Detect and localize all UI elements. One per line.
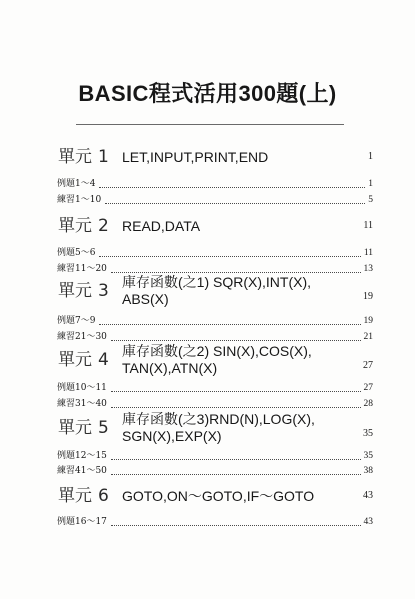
unit-word: 單元 [58, 216, 92, 236]
entry-page-number: 35 [363, 451, 373, 461]
unit-label [58, 147, 122, 167]
unit-topic-line: 庫存函數(之2) SIN(X),COS(X), [122, 343, 312, 359]
unit-label [58, 486, 122, 506]
entry-label: 例題1～4 [57, 179, 96, 189]
toc-unit [58, 411, 373, 445]
entry-label: 練習31～40 [57, 399, 107, 409]
entry-page-number: 19 [363, 316, 373, 326]
entry-page-number: 38 [363, 466, 373, 476]
unit-topic-line: TAN(X),ATN(X) [122, 360, 218, 376]
unit-page-number: 11 [363, 220, 373, 231]
toc-entry [57, 516, 373, 528]
dot-leader [99, 256, 360, 257]
entry-label: 例題10～11 [57, 383, 107, 393]
unit-topic-line: READ,DATA [122, 217, 201, 234]
unit-topic-line: GOTO,ON～GOTO,IF～GOTO [122, 487, 315, 504]
book-title: BASIC程式活用300題(上) [78, 81, 337, 106]
unit-word: 單元 [58, 418, 92, 438]
entry-page-number: 5 [368, 195, 373, 205]
toc-entry [57, 331, 373, 343]
unit-word: 單元 [58, 147, 92, 167]
unit-number: 3 [98, 281, 109, 301]
unit-label [58, 281, 122, 301]
unit-number: 5 [98, 418, 109, 438]
unit-label [58, 350, 122, 370]
entry-page-number: 11 [363, 248, 373, 258]
entry-page-number: 1 [368, 179, 373, 189]
toc-entry [57, 315, 373, 327]
unit-page-number: 27 [363, 360, 373, 371]
toc-unit [58, 274, 373, 308]
unit-label [58, 216, 122, 236]
unit-topic [122, 149, 351, 166]
dot-leader [105, 203, 365, 204]
dot-leader [111, 407, 361, 408]
dot-leader [99, 324, 360, 325]
entry-page-number: 21 [363, 332, 373, 342]
dot-leader [111, 459, 361, 460]
unit-topic-line: ABS(X) [122, 291, 169, 307]
unit-topic [122, 411, 351, 445]
unit-topic [122, 274, 351, 308]
unit-number: 4 [98, 350, 109, 370]
dot-leader [111, 340, 361, 341]
entry-page-number: 43 [363, 517, 373, 527]
title-rule [76, 124, 344, 125]
unit-label [58, 418, 122, 438]
toc-entry [57, 382, 373, 394]
unit-page-number: 35 [363, 428, 373, 439]
toc-entry [57, 450, 373, 462]
unit-topic-line: LET,INPUT,PRINT,END [122, 148, 269, 165]
entry-label: 練習41～50 [57, 466, 107, 476]
entry-label: 例題7～9 [57, 316, 96, 326]
unit-topic-line: SGN(X),EXP(X) [122, 428, 222, 444]
toc-unit [58, 147, 373, 167]
dot-leader [111, 525, 361, 526]
unit-word: 單元 [58, 486, 92, 506]
toc-unit [58, 343, 373, 377]
toc-unit [58, 216, 373, 236]
dot-leader [111, 391, 361, 392]
entry-label: 練習11～20 [57, 264, 107, 274]
entry-label: 例題5～6 [57, 248, 96, 258]
unit-topic-line: 庫存函數(之1) SQR(X),INT(X), [122, 274, 311, 290]
entry-label: 例題12～15 [57, 451, 107, 461]
unit-word: 單元 [58, 281, 92, 301]
unit-word: 單元 [58, 350, 92, 370]
unit-page-number: 1 [368, 151, 373, 162]
unit-number: 2 [98, 216, 109, 236]
unit-topic [122, 218, 351, 235]
toc-unit [58, 486, 373, 506]
entry-label: 練習1～10 [57, 195, 102, 205]
entry-page-number: 28 [363, 399, 373, 409]
entry-page-number: 13 [363, 264, 373, 274]
dot-leader [99, 187, 365, 188]
toc-entry [57, 247, 373, 259]
dot-leader [111, 272, 361, 273]
unit-topic-line: 庫存函數(之3)RND(N),LOG(X), [122, 411, 315, 427]
unit-number: 6 [98, 486, 109, 506]
toc-entry [57, 465, 373, 477]
entry-page-number: 27 [363, 383, 373, 393]
unit-page-number: 19 [363, 291, 373, 302]
entry-label: 練習21～30 [57, 332, 107, 342]
toc-entry [57, 398, 373, 410]
unit-topic [122, 488, 351, 505]
unit-page-number: 43 [363, 490, 373, 501]
unit-number: 1 [98, 147, 109, 167]
toc-entry [57, 194, 373, 206]
dot-leader [111, 474, 361, 475]
entry-label: 例題16～17 [57, 517, 107, 527]
toc-entry [57, 178, 373, 190]
unit-topic [122, 343, 351, 377]
